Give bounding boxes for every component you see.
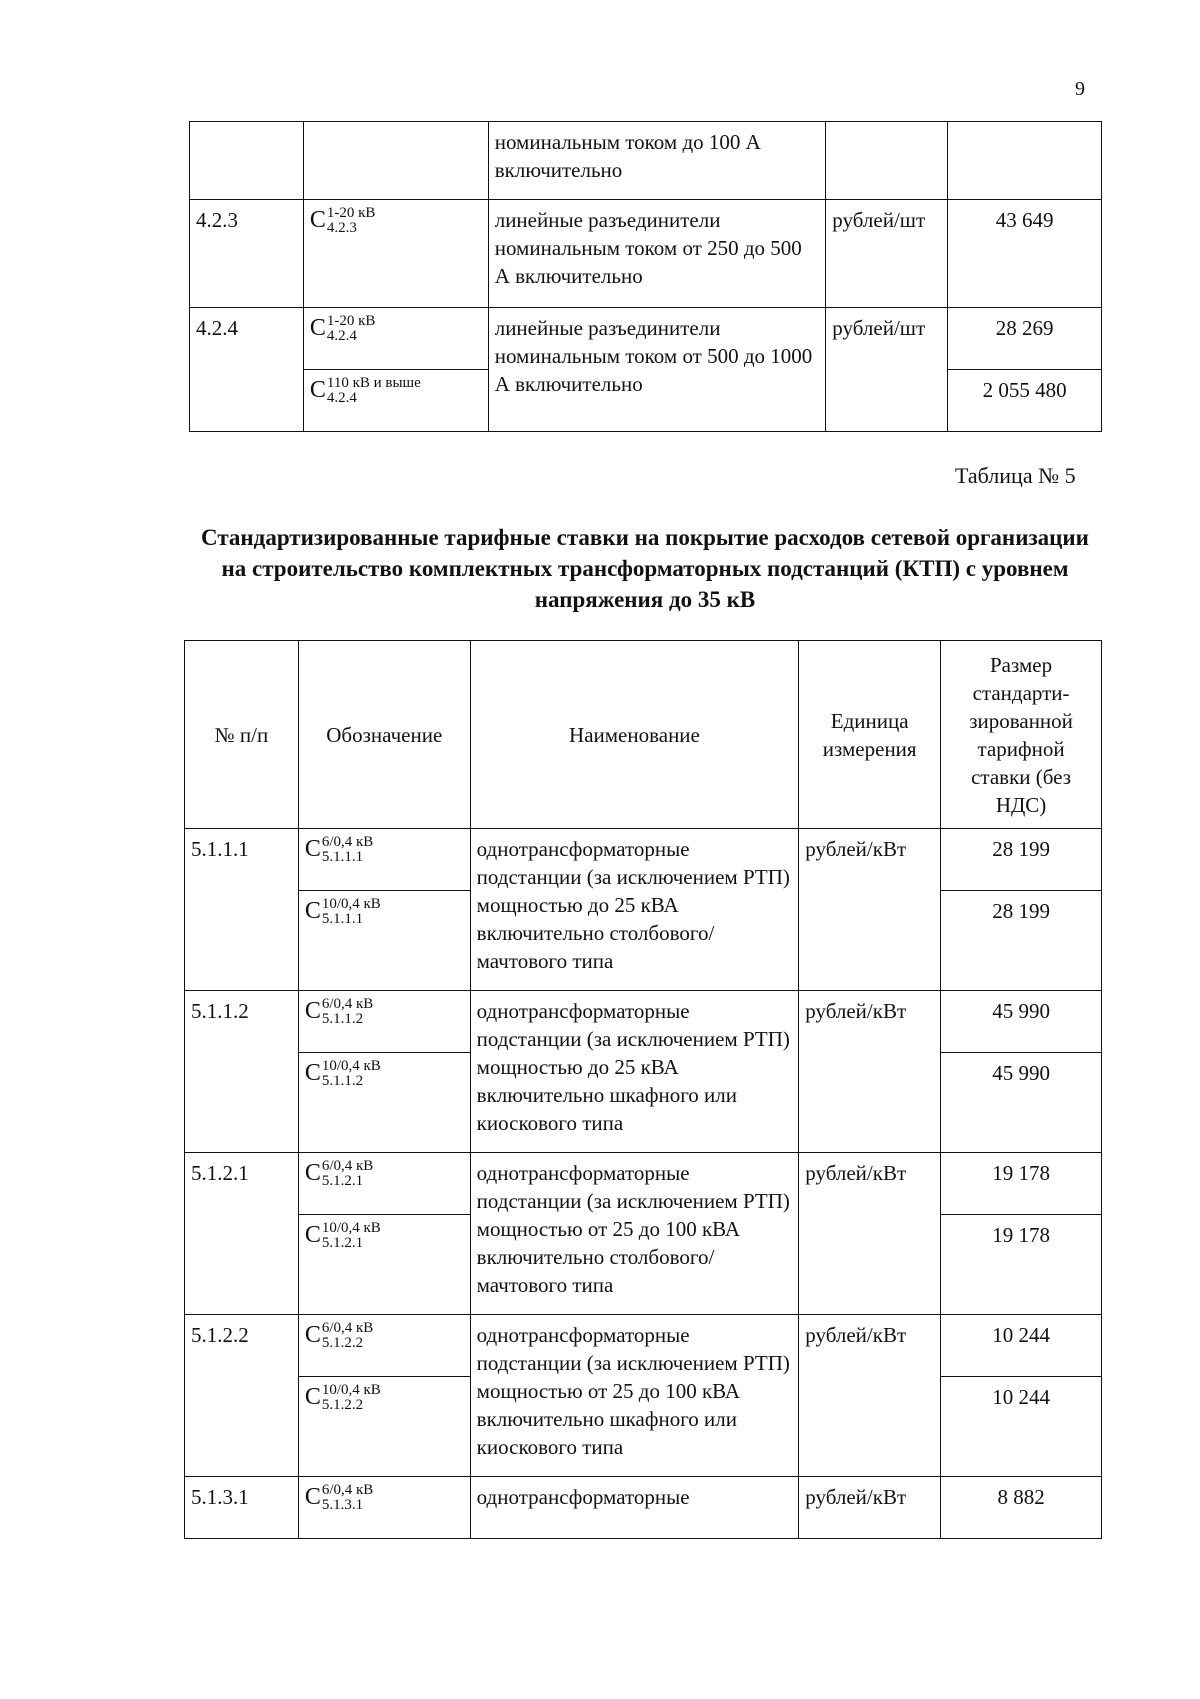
code-symbol: С (304, 998, 321, 1024)
table-row (185, 829, 1102, 891)
cell-value: 10 244 (941, 1377, 1102, 1477)
code-symbol: С (304, 1484, 321, 1510)
cell-name: номинальным током до 100 А включительно (488, 122, 826, 200)
code-index (322, 1159, 373, 1189)
header-number: № п/п (185, 641, 299, 829)
cell-unit: рублей/шт (826, 308, 948, 432)
code-superscript: 1-20 кВ (326, 313, 376, 329)
code-subscript: 5.1.1.2 (321, 1011, 364, 1027)
code-superscript: 10/0,4 кВ (321, 1220, 381, 1236)
code-superscript: 6/0,4 кВ (321, 1320, 374, 1336)
code-subscript: 5.1.2.2 (321, 1335, 364, 1351)
header-value: Размер стандарти-зированной тарифной ставки (без НДС) (941, 641, 1102, 829)
cell-value: 45 990 (941, 1053, 1102, 1153)
code-superscript: 10/0,4 кВ (321, 1382, 381, 1398)
cell-code (298, 1477, 470, 1539)
code-subscript: 5.1.3.1 (321, 1497, 364, 1513)
code-superscript: 6/0,4 кВ (321, 834, 374, 850)
table-title: Стандартизированные тарифные ставки на покрытие расходов сетевой организации на строительство комплектных трансформаторных подстанций (КТП) с уровнем напряжения до 35 кВ (201, 525, 1089, 612)
code-symbol: С (304, 1222, 321, 1248)
cell-code (303, 308, 488, 370)
cell-name: линейные разъединители номинальным током от 250 до 500 А включительно (488, 200, 826, 308)
cell-number: 5.1.2.2 (185, 1315, 299, 1477)
code-index (322, 1321, 373, 1351)
table-row (190, 308, 1102, 370)
cell-value: 28 269 (948, 308, 1102, 370)
cell-number: 5.1.3.1 (185, 1477, 299, 1539)
code-symbol: С (309, 377, 326, 403)
cell-value: 43 649 (948, 200, 1102, 308)
code-symbol: С (304, 1322, 321, 1348)
cell-code (298, 1377, 470, 1477)
table-row (185, 1153, 1102, 1215)
cell-number: 5.1.1.2 (185, 991, 299, 1153)
code-index (322, 1483, 373, 1513)
table-row (185, 1477, 1102, 1539)
cell-code (298, 829, 470, 891)
table-4-continuation (189, 121, 1102, 432)
code-symbol: С (309, 315, 326, 341)
code-index (327, 206, 376, 236)
code-subscript: 5.1.1.1 (321, 911, 364, 927)
code-subscript: 5.1.1.2 (321, 1073, 364, 1089)
cell-number: 5.1.1.1 (185, 829, 299, 991)
code-subscript: 5.1.2.1 (321, 1173, 364, 1189)
code-subscript: 4.2.3 (326, 220, 357, 236)
cell-value: 28 199 (941, 891, 1102, 991)
code-subscript: 5.1.2.2 (321, 1397, 364, 1413)
header-unit: Единица измерения (799, 641, 941, 829)
cell-name: однотрансформаторные подстанции (за исключением РТП) мощностью от 25 до 100 кВА включительно шкафного или киоскового типа (470, 1315, 799, 1477)
cell-value (948, 122, 1102, 200)
code-index (322, 835, 373, 865)
cell-number (190, 122, 304, 200)
code-symbol: С (304, 1160, 321, 1186)
cell-number: 4.2.4 (190, 308, 304, 432)
table-5-body (185, 829, 1102, 1539)
cell-name: однотрансформаторные подстанции (за исключением РТП) мощностью от 25 до 100 кВА включительно столбового/мачтового типа (470, 1153, 799, 1315)
cell-name: однотрансформаторные подстанции (за исключением РТП) мощностью до 25 кВА включительно шкафного или киоскового типа (470, 991, 799, 1153)
cell-number: 4.2.3 (190, 200, 304, 308)
cell-code (303, 122, 488, 200)
code-superscript: 10/0,4 кВ (321, 1058, 381, 1074)
cell-unit: рублей/кВт (799, 1315, 941, 1477)
cell-code (298, 1215, 470, 1315)
cell-value: 8 882 (941, 1477, 1102, 1539)
code-superscript: 6/0,4 кВ (321, 1158, 374, 1174)
cell-value: 45 990 (941, 991, 1102, 1053)
cell-code (303, 370, 488, 432)
cell-code (298, 991, 470, 1053)
table-row (190, 200, 1102, 308)
header-name: Наименование (470, 641, 799, 829)
code-symbol: С (304, 1060, 321, 1086)
code-subscript: 4.2.4 (326, 390, 357, 406)
code-index (322, 1059, 381, 1089)
code-index (322, 997, 373, 1027)
cell-value: 2 055 480 (948, 370, 1102, 432)
cell-code (298, 1153, 470, 1215)
table-row (185, 991, 1102, 1053)
code-subscript: 5.1.1.1 (321, 849, 364, 865)
code-symbol: С (304, 836, 321, 862)
cell-code (298, 891, 470, 991)
cell-value: 19 178 (941, 1215, 1102, 1315)
code-symbol: С (304, 898, 321, 924)
table-row (185, 1315, 1102, 1377)
cell-unit: рублей/кВт (799, 829, 941, 991)
code-index (322, 1383, 381, 1413)
code-superscript: 110 кВ и выше (326, 375, 421, 391)
code-symbol: С (304, 1384, 321, 1410)
cell-unit: рублей/кВт (799, 1153, 941, 1315)
table-5 (184, 640, 1102, 1539)
code-superscript: 6/0,4 кВ (321, 996, 374, 1012)
cell-name: однотрансформаторные подстанции (за исключением РТП) мощностью до 25 кВА включительно столбового/ мачтового типа (470, 829, 799, 991)
cell-code (303, 200, 488, 308)
cell-value: 28 199 (941, 829, 1102, 891)
cell-unit: рублей/кВт (799, 991, 941, 1153)
code-superscript: 1-20 кВ (326, 205, 376, 221)
cell-code (298, 1053, 470, 1153)
code-index (322, 897, 381, 927)
code-superscript: 10/0,4 кВ (321, 896, 381, 912)
cell-code (298, 1315, 470, 1377)
table-row (190, 122, 1102, 200)
cell-name: однотрансформаторные (470, 1477, 799, 1539)
code-superscript: 6/0,4 кВ (321, 1482, 374, 1498)
table-label: Таблица № 5 (955, 463, 1076, 488)
cell-number: 5.1.2.1 (185, 1153, 299, 1315)
code-subscript: 4.2.4 (326, 328, 357, 344)
code-subscript: 5.1.2.1 (321, 1235, 364, 1251)
cell-unit: рублей/шт (826, 200, 948, 308)
code-index (327, 376, 421, 406)
header-code: Обозначение (298, 641, 470, 829)
cell-unit: рублей/кВт (799, 1477, 941, 1539)
cell-name: линейные разъединители номинальным током от 500 до 1000 А включительно (488, 308, 826, 432)
table-header-row (185, 641, 1102, 829)
cell-value: 10 244 (941, 1315, 1102, 1377)
page-number: 9 (1075, 78, 1085, 100)
code-index (327, 314, 376, 344)
code-symbol: С (309, 207, 326, 233)
cell-unit (826, 122, 948, 200)
cell-value: 19 178 (941, 1153, 1102, 1215)
code-index (322, 1221, 381, 1251)
